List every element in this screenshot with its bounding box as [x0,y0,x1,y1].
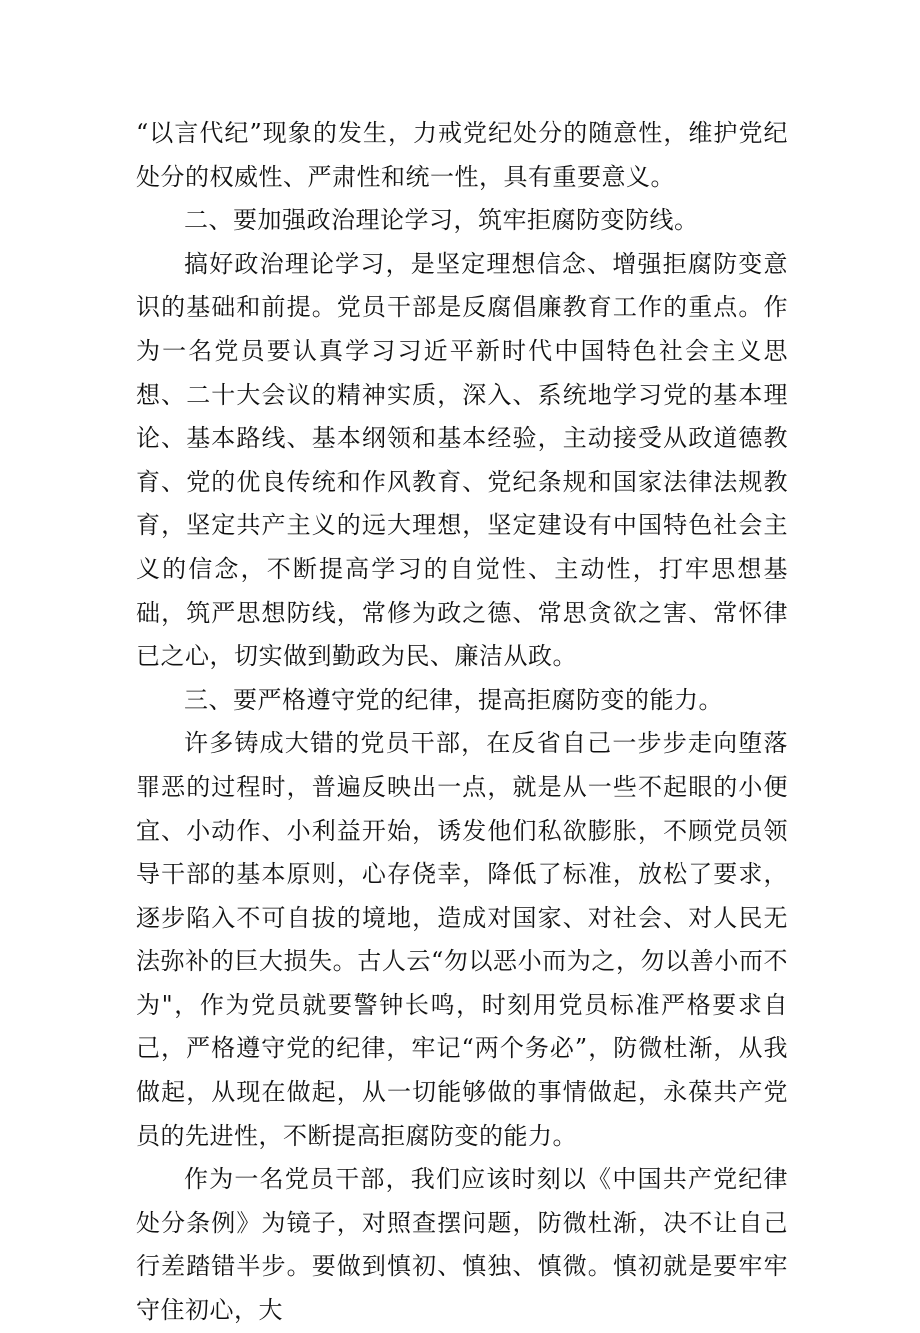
section-heading-2: 二、要加强政治理论学习，筑牢拒腐防变防线。 [184,206,699,235]
paragraph-theory-study: 搞好政治理论学习，是坚定理想信念、增强拒腐防变意识的基础和前提。党员干部是反腐倡廉教育工作的重点。作为一名党员要认真学习习近平新时代中国特色社会主义思想、二十大会议的精神实质，深入、系统地学习党的基本理论、基本路线、基本纲领和基本经验，主动接受从政道德教育、党的优良传统和作风教育、党纪条规和国家法律法规教育，坚定共产主义的远大理想，坚定建设有中国特色社会主义的信念，不断提高学习的自觉性、主动性，打牢思想基础，筑严思想防线，常修为政之德、常思贪欲之害、常怀律已之心，切实做到勤政为民、廉洁从政。 [136,249,788,671]
document-body [136,112,788,1333]
paragraph-discipline: 许多铸成大错的党员干部，在反省自己一步步走向堕落罪恶的过程时，普遍反映出一点，就是从一些不起眼的小便宜、小动作、小利益开始，诱发他们私欲膨胀，不顾党员领导干部的基本原则，心存侥幸，降低了标准，放松了要求，逐步陷入不可自拔的境地，造成对国家、对社会、对人民无法弥补的巨大损失。古人云“勿以恶小而为之，勿以善小而不为"，作为党员就要警钟长鸣，时刻用党员标准严格要求自己，严格遵守党的纪律，牢记“两个务必”，防微杜渐，从我做起，从现在做起，从一切能够做的事情做起，永葆共产党员的先进性，不断提高拒腐防变的能力。 [136,729,788,1150]
paragraph-party-cadre: 作为一名党员干部，我们应该时刻以《中国共产党纪律处分条例》为镜子，对照查摆问题，防微杜渐，决不让自己行差踏错半步。要做到慎初、慎独、慎微。慎初就是要牢牢守住初心，大 [136,1165,788,1325]
paragraph-continuation: “以言代纪”现象的发生，力戒党纪处分的随意性，维护党纪处分的权威性、严肃性和统一性，具有重要意义。 [136,119,788,191]
section-heading-3: 三、要严格遵守党的纪律，提高拒腐防变的能力。 [184,685,723,714]
